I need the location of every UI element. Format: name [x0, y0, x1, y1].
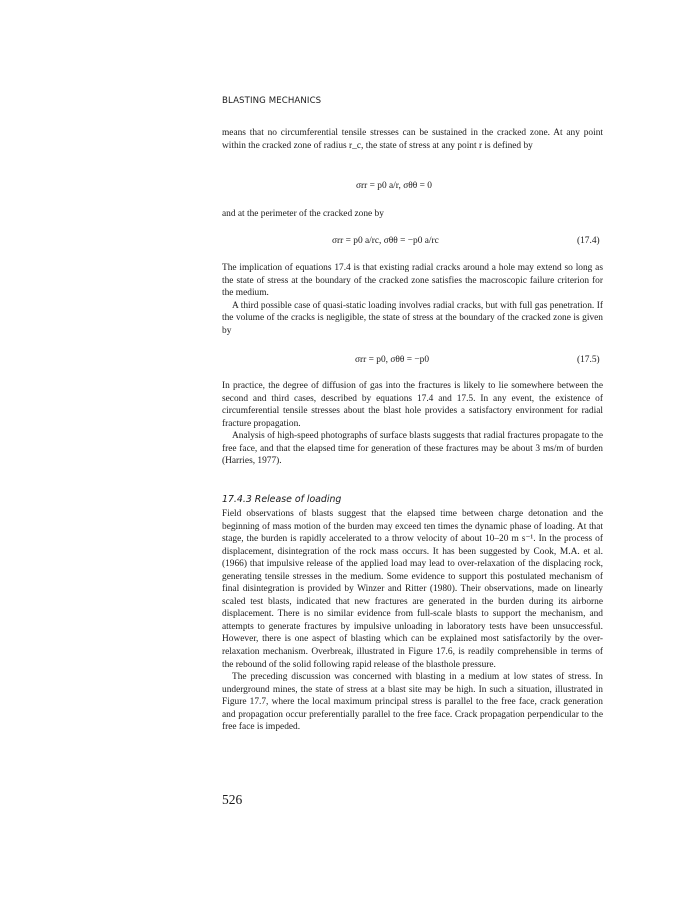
- paragraph-6: Field observations of blasts suggest that the elapsed time between charge detonation and the beginning of mass motion of the burden may exceed ten times the dynamic phase of loading. At that stage, the burden is rapidly accelerated to a throw velocity of about 10–20 m s⁻¹. In the process of displacement, disintegration of the rock mass occurs. It has been suggested by Cook, M.A. et al. (1966) that impulsive release of the applied load may lead to over-relaxation of the displacing rock, generating tensile stresses in the medium. Some evidence to support this postulated mechanism of final disintegration is provided by Winzer and Ritter (1980). Their observations, made on linearly scaled test blasts, indicated that new fractures are generated in the burden during its airborne displacement. There is no similar evidence from full-scale blasts to support the mechanism, and attempts to generate fractures by impulsive unloading in laboratory tests have been unsuccessful. However, there is one aspect of blasting which can be explained most satisfactorily by the over-relaxation mechanism. Overbreak, illustrated in Figure 17.6, is readily comprehensible in terms of the rebound of the solid following rapid release of the blasthole pressure.: [222, 509, 603, 670]
- equation-17-4: σrr = p0 a/rc, σθθ = −p0 a/rc: [332, 236, 439, 246]
- paragraph-1: means that no circumferential tensile stresses can be sustained in the cracked zone. At any point within the cracked zone of radius r_c, the state of stress at any point r is defined by: [222, 128, 603, 151]
- paragraph-2: The implication of equations 17.4 is that existing radial cracks around a hole may extend so long as the state of stress at the boundary of the cracked zone satisfies the macroscopic failure criterion for the medium.: [222, 263, 603, 299]
- paragraph-perimeter: [222, 208, 603, 221]
- section-heading: 17.4.3 Release of loading: [222, 494, 342, 505]
- equation-number-17-5: (17.5): [577, 355, 600, 365]
- line-cracked-perimeter: and at the perimeter of the cracked zone by: [222, 209, 384, 219]
- paragraph-block-4: [222, 508, 603, 734]
- paragraph-3: A third possible case of quasi-static loading involves radial cracks, but with full gas penetration. If the volume of the cracks is negligible, the state of stress at the boundary of the cracked zone is given by: [222, 300, 603, 336]
- paragraph-block-3: [222, 380, 603, 468]
- paragraph-4: In practice, the degree of diffusion of gas into the fractures is likely to lie somewhere between the second and third cases, described by equations 17.4 and 17.5. In any event, the existence of circumferential tensile stresses about the blast hole provides a satisfactory environment for radial fracture propagation.: [222, 381, 603, 429]
- running-head: BLASTING MECHANICS: [222, 96, 322, 106]
- equation-17-5: σrr = p0, σθθ = −p0: [355, 355, 430, 365]
- page-number: 526: [222, 792, 243, 807]
- paragraph-7: The preceding discussion was concerned with blasting in a medium at low states of stress. In underground mines, the state of stress at a blast site may be high. In such a situation, illustrated in Figure 17.7, where the local maximum principal stress is parallel to the free face, crack generation and propagation occur preferentially parallel to the free face. Crack propagation perpendicular to the free face is impeded.: [222, 672, 603, 733]
- equation-number-17-4: (17.4): [577, 236, 600, 246]
- equation-cracked-zone-stress: σrr = p0 a/r, σθθ = 0: [356, 181, 432, 191]
- paragraph-5: Analysis of high-speed photographs of surface blasts suggests that radial fractures propagate to the free face, and that the elapsed time for generation of these fractures may be about 3 ms/m of burden (Harries, 1977).: [222, 431, 603, 467]
- paragraph-block-2: [222, 262, 603, 337]
- paragraph-intro: [222, 127, 603, 152]
